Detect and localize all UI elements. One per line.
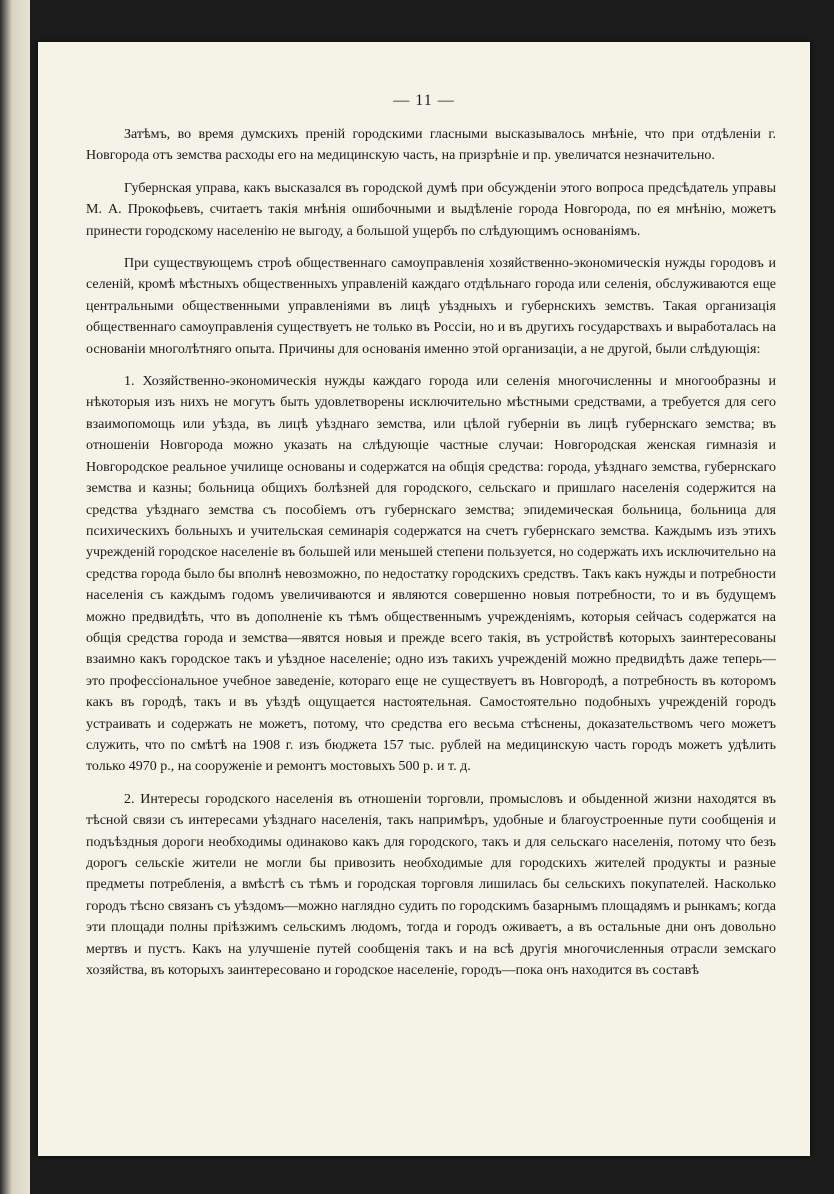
paragraph: Губернская управа, какъ высказался въ городской думѣ при обсужденіи этого вопроса предсѣдатель управы М. А. Прокофьевъ, считаетъ такія мнѣнія ошибочными и выдѣленіе города Новгорода, по ея мнѣнію, можетъ принести городскому населенію не выгоду, а большой ущербъ по слѣдующимъ основаніямъ. bbox=[86, 180, 776, 239]
paragraph: При существующемъ строѣ общественнаго самоуправленія хозяйственно-экономическія нужды городовъ и селеній, кромѣ мѣстныхъ общественныхъ управленій каждаго отдѣльнаго города или селенія, обслуживаются еще центральными общественными управленіями въ лицѣ уѣздныхъ и губернскихъ земствъ. Такая организація общественнаго самоуправленія существуетъ не только въ Россіи, но и въ другихъ государствахъ и выработалась на основаніи многолѣтняго опыта. Причины для основанія именно этой организаціи, а не другой, были слѣдующія: bbox=[86, 256, 776, 357]
paragraph: Затѣмъ, во время думскихъ преній городскими гласными высказывалось мнѣніе, что при отдѣленіи г. Новгорода отъ земства расходы его на медицинскую часть, на призрѣніе и пр. увеличатся незначительно. bbox=[86, 127, 776, 164]
paragraph-numbered: 2. Интересы городского населенія въ отношеніи торговли, промысловъ и обыденной жизни находятся въ тѣсной связи съ интересами уѣзднаго населенія, такъ напримѣръ, удобные и благоустроенные пути сообщенія и подъѣздныя дороги необходимы одинаково какъ для городского, такъ и для сельскаго населенія, потому что безъ дорогъ сельскіе жители не могли бы привозить необходимые для городскихъ жителей продукты и разные предметы потребленія, а вмѣстѣ съ тѣмъ и городская торговля лишилась бы сельскихъ покупателей. Насколько городъ тѣсно связанъ съ уѣздомъ—можно наглядно судить по городскимъ базарнымъ площадямъ и рынкамъ; когда эти площади полны пріѣзжимъ сельскимъ людомъ, тогда и городъ оживаетъ, а въ остальные дни онъ довольно мертвъ и пустъ. Какъ на улучшеніе путей сообщенія такъ и на всѣ другія многочисленныя отрасли земскаго хозяйства, въ которыхъ заинтересовано и городское населеніе, городъ—пока онъ находится въ составѣ bbox=[86, 791, 776, 979]
page-number: — 11 — bbox=[393, 92, 455, 109]
body-text bbox=[86, 124, 776, 992]
document-page bbox=[38, 42, 810, 1156]
paragraph-numbered: 1. Хозяйственно-экономическія нужды каждаго города или селенія многочисленны и многообразны и нѣкоторыя изъ нихъ не могутъ быть удовлетворены исключительно мѣстными средствами, а требуется для сего взаимопомощь или уѣзда, въ лицѣ уѣзднаго земства, или цѣлой губерніи въ лицѣ губернскаго земства; въ отношеніи Новгорода можно указать на слѣдующіе частные случаи: Новгородская женская гимназія и Новгородское реальное училище основаны и содержатся на общія средства: города, уѣзднаго земства, губернскаго земства и казны; больница общихъ болѣзней для городского, сельскаго и пришлаго населенія содержится на средства уѣзднаго земства съ пособіемъ отъ губернскаго земства; эпидемическая больница, больница для психическихъ больныхъ и учительская семинарія содержатся на счетъ губернскаго земства. Каждымъ изъ этихъ учрежденій городское населеніе въ большей или меньшей степени пользуется, но содержать ихъ исключительно на средства города было бы вполнѣ невозможно, по недостатку городскихъ средствъ. Такъ какъ нужды и потребности населенія съ каждымъ годомъ увеличиваются и являются совершенно новыя потребности, то и въ будущемъ можно предвидѣть, что въ дополненіе къ тѣмъ общественнымъ учрежденіямъ, которыя сейчасъ содержатся на общія средства города и земства—явятся новыя и прежде всего такія, въ устройствѣ которыхъ заинтересованы взаимно какъ городское такъ и уѣздное населеніе; одно изъ такихъ учрежденій можно предвидѣть даже теперь—это профессіональное учебное заведеніе, котораго еще не существуетъ въ Новгородѣ, а потребность въ которомъ какъ въ городѣ, такъ и въ уѣздѣ ощущается настоятельная. Самостоятельно подобныхъ учрежденій городъ устраивать и содержать не можетъ, потому, что средства его весьма стѣснены, доказательствомъ чего можетъ служить, что по смѣтѣ на 1908 г. изъ бюджета 157 тыс. рублей на медицинскую часть городъ можетъ удѣлить только 4970 р., на сооруженіе и ремонтъ мостовыхъ 500 р. и т. д. bbox=[86, 374, 776, 775]
adjacent-page-edge bbox=[0, 0, 30, 1194]
